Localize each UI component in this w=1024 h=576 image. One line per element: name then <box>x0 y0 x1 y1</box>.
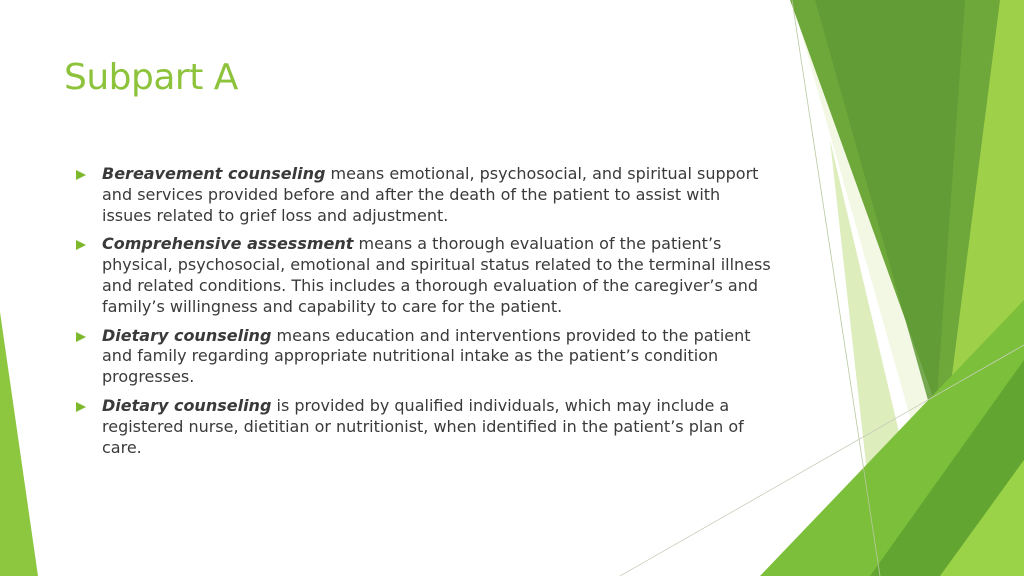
bullet-text: is provided by qualified individuals, which may include a registered nurse, dietitian or nutritionist, when identified in the patient’s plan of care. <box>102 395 744 457</box>
left-edge-accent-shape <box>0 312 38 576</box>
bullet-text: means education and interventions provided to the patient and family regarding appropriate nutritional intake as the patient’s condition progresses. <box>102 325 751 387</box>
right-triangle-icon <box>76 402 86 412</box>
bullet-item <box>74 164 774 226</box>
bullet-term: Dietary counseling <box>102 325 272 345</box>
bullet-term: Comprehensive assessment <box>102 234 354 254</box>
bullet-list <box>74 164 774 466</box>
bullet-item <box>74 326 774 388</box>
right-triangle-icon <box>76 170 86 180</box>
bullet-text: means a thorough evaluation of the patient’s physical, psychosocial, emotional and spiritual status related to the terminal illness and related conditions. This includes a thorough evaluation of the caregiver’s and family’s willingness and capability to care for the patient. <box>102 234 771 316</box>
bullet-item <box>74 396 774 458</box>
right-triangle-icon <box>76 332 86 342</box>
bullet-text: means emotional, psychosocial, and spiritual support and services provided before and after the death of the patient to assist with issues related to grief loss and adjustment. <box>102 164 759 225</box>
bullet-item <box>74 234 774 317</box>
right-triangle-icon <box>76 240 86 250</box>
bullet-term: Dietary counseling <box>102 395 272 415</box>
bullet-term: Bereavement counseling <box>102 164 326 183</box>
slide-title: Subpart A <box>64 57 238 98</box>
